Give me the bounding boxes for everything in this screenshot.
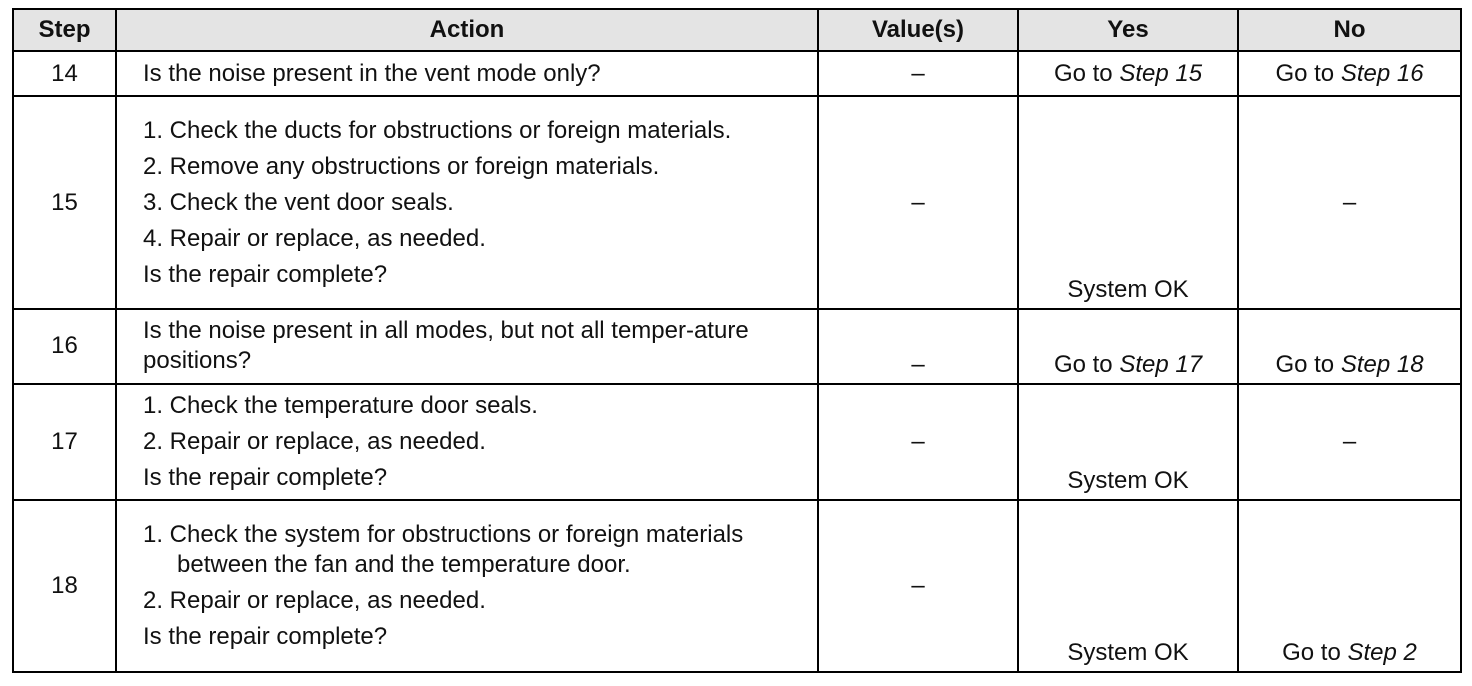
action-question: Is the repair complete? (143, 260, 388, 288)
no-cell (1238, 51, 1461, 96)
no-step-ref: Step 18 (1340, 350, 1424, 378)
action-item: 4. Repair or replace, as needed. (143, 224, 486, 252)
no-cell: – (1238, 384, 1461, 501)
action-cell (116, 51, 818, 96)
no-cell: – (1238, 96, 1461, 309)
no-prefix: Go to (1275, 59, 1341, 87)
no-cell (1238, 500, 1461, 672)
no-step-ref: Step 16 (1340, 59, 1424, 87)
value-cell: – (818, 500, 1018, 672)
table-row (13, 500, 1461, 672)
action-item: 2. Repair or replace, as needed. (143, 587, 486, 615)
yes-cell (1018, 51, 1238, 96)
value-cell: – (818, 384, 1018, 501)
action-question: Is the repair complete? (143, 623, 388, 651)
action-cell (116, 96, 818, 309)
step-number: 16 (13, 309, 116, 383)
action-item: 2. Repair or replace, as needed. (143, 427, 486, 455)
step-number: 17 (13, 384, 116, 501)
yes-cell: System OK (1018, 500, 1238, 672)
table-row (13, 51, 1461, 96)
yes-prefix: Go to (1053, 350, 1120, 378)
header-no: No (1238, 9, 1461, 51)
action-item: 1. Check the system for obstructions or foreign materials between the fan and the temperature door. (143, 521, 744, 579)
step-number: 14 (13, 51, 116, 96)
action-cell (116, 500, 818, 672)
table-row (13, 384, 1461, 501)
header-action: Action (116, 9, 818, 51)
action-cell (116, 309, 818, 383)
table-row (13, 309, 1461, 383)
no-cell (1238, 309, 1461, 383)
value-cell: – (818, 51, 1018, 96)
yes-cell (1018, 309, 1238, 383)
no-step-ref: Step 2 (1347, 639, 1417, 666)
header-values: Value(s) (818, 9, 1018, 51)
step-number: 18 (13, 500, 116, 672)
action-question: Is the repair complete? (143, 463, 388, 491)
yes-step-ref: Step 17 (1119, 350, 1203, 378)
value-cell: – (818, 96, 1018, 309)
no-prefix: Go to (1282, 639, 1348, 666)
table-row (13, 96, 1461, 309)
yes-step-ref: Step 15 (1119, 59, 1203, 87)
no-prefix: Go to (1275, 350, 1341, 378)
yes-cell: System OK (1018, 96, 1238, 309)
step-number: 15 (13, 96, 116, 309)
value-cell: – (818, 309, 1018, 383)
diagnostic-table (12, 8, 1462, 673)
action-item: 3. Check the vent door seals. (143, 188, 454, 216)
header-row (13, 9, 1461, 51)
yes-cell: System OK (1018, 384, 1238, 501)
action-question: Is the noise present in all modes, but not all temper-ature positions? (143, 317, 749, 375)
action-cell (116, 384, 818, 501)
header-yes: Yes (1018, 9, 1238, 51)
header-step: Step (13, 9, 116, 51)
action-item: 1. Check the temperature door seals. (143, 391, 538, 419)
action-item: 1. Check the ducts for obstructions or foreign materials. (143, 116, 732, 144)
action-item: 2. Remove any obstructions or foreign materials. (143, 152, 660, 180)
action-question: Is the noise present in the vent mode only? (143, 59, 601, 87)
yes-prefix: Go to (1053, 59, 1120, 87)
